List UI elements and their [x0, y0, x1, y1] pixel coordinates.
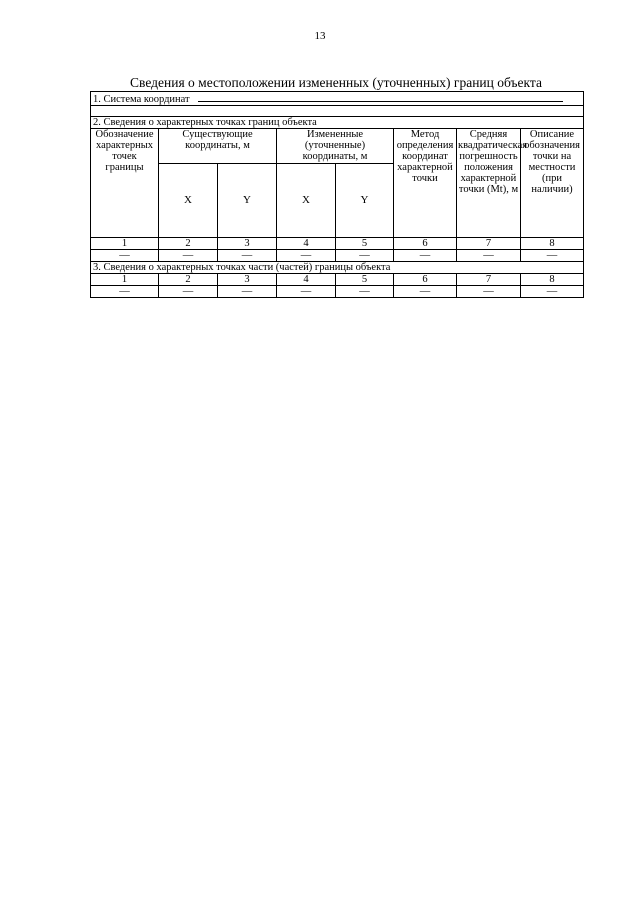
column-number: 6 [394, 274, 457, 286]
column-number: 7 [457, 238, 521, 250]
table-cell: — [457, 286, 521, 298]
column-number: 1 [91, 274, 159, 286]
section3-column-numbers-row [91, 274, 584, 286]
header-existing-x: X [159, 164, 218, 238]
header-changed-coordinates: Измененные (уточненные) координаты, м [277, 129, 394, 164]
boundary-table [90, 91, 584, 298]
table-row [91, 250, 584, 262]
table-cell: — [218, 250, 277, 262]
column-header-row [91, 129, 584, 164]
column-number: 8 [521, 274, 584, 286]
table-cell: — [336, 250, 394, 262]
table-cell: — [457, 250, 521, 262]
column-number: 4 [277, 238, 336, 250]
section2-column-numbers-row [91, 238, 584, 250]
table-cell: — [277, 250, 336, 262]
column-number: 3 [218, 238, 277, 250]
document-title: Сведения о местоположении измененных (уточненных) границ объекта [130, 75, 542, 90]
column-number: 2 [159, 238, 218, 250]
section1-blank-row [91, 106, 584, 117]
page-number: 13 [314, 30, 326, 42]
section3-header-row [91, 262, 584, 274]
column-number: 7 [457, 274, 521, 286]
section2-title: 2. Сведения о характерных точках границ объекта [91, 117, 584, 129]
table-cell: — [521, 250, 584, 262]
header-changed-x: X [277, 164, 336, 238]
column-number: 5 [336, 238, 394, 250]
table-row [91, 286, 584, 298]
coordinate-system-label: 1. Система координат [93, 94, 190, 105]
table-cell: — [336, 286, 394, 298]
column-number: 3 [218, 274, 277, 286]
header-existing-y: Y [218, 164, 277, 238]
table-cell: — [91, 250, 159, 262]
column-number: 1 [91, 238, 159, 250]
header-rms-error: Средняя квадратическая погрешность положения характерной точки (Mt), м [457, 129, 521, 238]
section2-header-row [91, 117, 584, 129]
table-cell: — [277, 286, 336, 298]
table-cell: — [218, 286, 277, 298]
table-cell: — [521, 286, 584, 298]
section3-title: 3. Сведения о характерных точках части (частей) границы объекта [91, 262, 584, 274]
coordinate-system-field[interactable] [198, 92, 563, 102]
header-method: Метод определения координат характерной точки [394, 129, 457, 238]
header-existing-coordinates: Существующие координаты, м [159, 129, 277, 164]
table-cell: — [394, 286, 457, 298]
column-number: 5 [336, 274, 394, 286]
column-number: 4 [277, 274, 336, 286]
column-number: 8 [521, 238, 584, 250]
header-point-description: Описание обозначения точки на местности (при наличии) [521, 129, 584, 238]
header-point-designation: Обозначение характерных точек границы [91, 129, 159, 238]
column-number: 6 [394, 238, 457, 250]
table-cell: — [159, 250, 218, 262]
table-cell: — [91, 286, 159, 298]
column-number: 2 [159, 274, 218, 286]
section1-header-row [91, 92, 584, 106]
table-cell: — [159, 286, 218, 298]
header-changed-y: Y [336, 164, 394, 238]
table-cell: — [394, 250, 457, 262]
